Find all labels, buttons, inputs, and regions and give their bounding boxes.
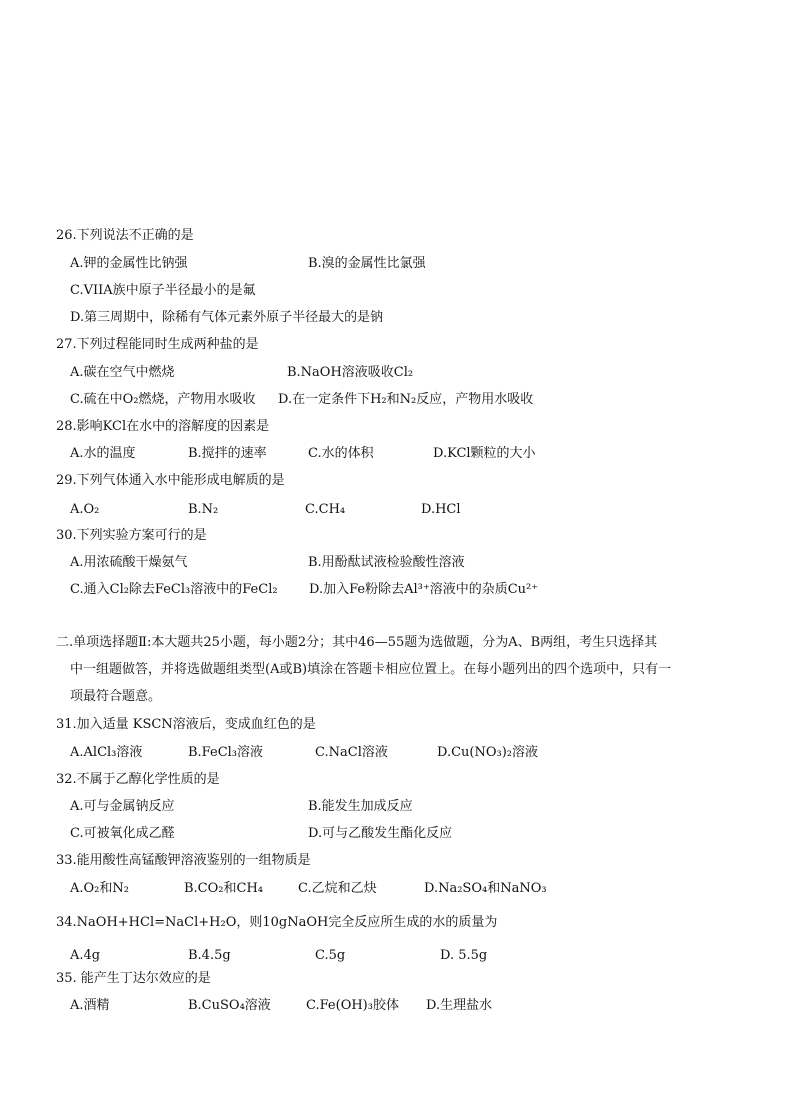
question-stem: 33.能用酸性高锰酸钾溶液鉴别的一组物质是 xyxy=(56,853,311,868)
option-d: D.Na₂SO₄和NaNO₃ xyxy=(424,881,547,896)
question-stem: 27.下列过程能同时生成两种盐的是 xyxy=(56,337,259,352)
option-d: D.可与乙酸发生酯化反应 xyxy=(308,826,453,841)
question-stem: 29.下列气体通入水中能形成电解质的是 xyxy=(56,473,285,488)
question-stem: 32.不属于乙醇化学性质的是 xyxy=(56,772,220,787)
option-d: D.HCl xyxy=(421,502,461,517)
question-stem: 26.下列说法不正确的是 xyxy=(56,228,194,243)
question-stem: 28.影响KCl在水中的溶解度的因素是 xyxy=(56,419,270,434)
option-b: B.N₂ xyxy=(188,502,219,517)
option-c: C.硫在中O₂燃烧，产物用水吸收 xyxy=(70,392,256,407)
option-b: B.用酚酞试液检验酸性溶液 xyxy=(308,555,465,570)
option-c: C.可被氧化成乙醛 xyxy=(70,826,175,841)
option-c: C.CH₄ xyxy=(305,502,346,517)
option-c: C.5g xyxy=(315,948,346,963)
option-c: C.Fe(OH)₃胶体 xyxy=(306,998,399,1013)
option-d: D.生理盐水 xyxy=(426,998,493,1013)
option-a: A.水的温度 xyxy=(70,446,136,461)
option-b: B.4.5g xyxy=(188,948,231,963)
option-c: C.乙烷和乙炔 xyxy=(298,881,377,896)
option-a: A.用浓硫酸干燥氨气 xyxy=(70,555,188,570)
question-stem: 34.NaOH+HCl=NaCl+H₂O，则10gNaOH完全反应所生成的水的质量为 xyxy=(56,915,498,930)
option-a: A.酒精 xyxy=(70,998,110,1013)
option-d: D.第三周期中，除稀有气体元素外原子半径最大的是钠 xyxy=(70,310,384,325)
option-b: B.FeCl₃溶液 xyxy=(188,745,264,760)
option-a: A.O₂和N₂ xyxy=(70,881,129,896)
option-c: C.NaCl溶液 xyxy=(315,745,388,760)
option-d: D. 5.5g xyxy=(440,948,488,963)
option-b: B.CuSO₄溶液 xyxy=(188,998,271,1013)
question-stem: 35. 能产生丁达尔效应的是 xyxy=(56,971,211,986)
option-d: D.加入Fe粉除去Al³⁺溶液中的杂质Cu²⁺ xyxy=(309,582,539,597)
option-b: B.搅拌的速率 xyxy=(188,446,267,461)
option-a: A.AlCl₃溶液 xyxy=(70,745,143,760)
option-d: D.KCl颗粒的大小 xyxy=(433,446,536,461)
option-b: B.NaOH溶液吸收Cl₂ xyxy=(287,365,414,380)
option-a: A.碳在空气中燃烧 xyxy=(70,365,175,380)
option-c: C.VIIA族中原子半径最小的是氟 xyxy=(70,283,256,298)
question-stem: 30.下列实验方案可行的是 xyxy=(56,528,207,543)
option-c: C.水的体积 xyxy=(308,446,374,461)
option-b: B.能发生加成反应 xyxy=(308,799,413,814)
section-header-line-2: 中一组题做答，并将选做题组类型(A或B)填涂在答题卡相应位置上。在每小题列出的四个选项中，只有一 xyxy=(70,662,672,677)
option-a: A.可与金属钠反应 xyxy=(70,799,175,814)
option-b: B.溴的金属性比氯强 xyxy=(308,256,426,271)
option-a: A.O₂ xyxy=(70,502,100,517)
option-c: C.通入Cl₂除去FeCl₃溶液中的FeCl₂ xyxy=(70,582,278,597)
option-d: D.在一定条件下H₂和N₂反应，产物用水吸收 xyxy=(278,392,534,407)
question-stem: 31.加入适量 KSCN溶液后，变成血红色的是 xyxy=(56,717,316,732)
option-a: A.钾的金属性比钠强 xyxy=(70,256,188,271)
option-b: B.CO₂和CH₄ xyxy=(184,881,263,896)
section-header-line-1: 二.单项选择题Ⅱ:本大题共25小题，每小题2分；其中46—55题为选做题，分为A、B两组，考生只选择其 xyxy=(56,635,658,650)
option-d: D.Cu(NO₃)₂溶液 xyxy=(437,745,539,760)
option-a: A.4g xyxy=(70,948,101,963)
section-header-line-3: 项最符合题意。 xyxy=(70,689,162,704)
